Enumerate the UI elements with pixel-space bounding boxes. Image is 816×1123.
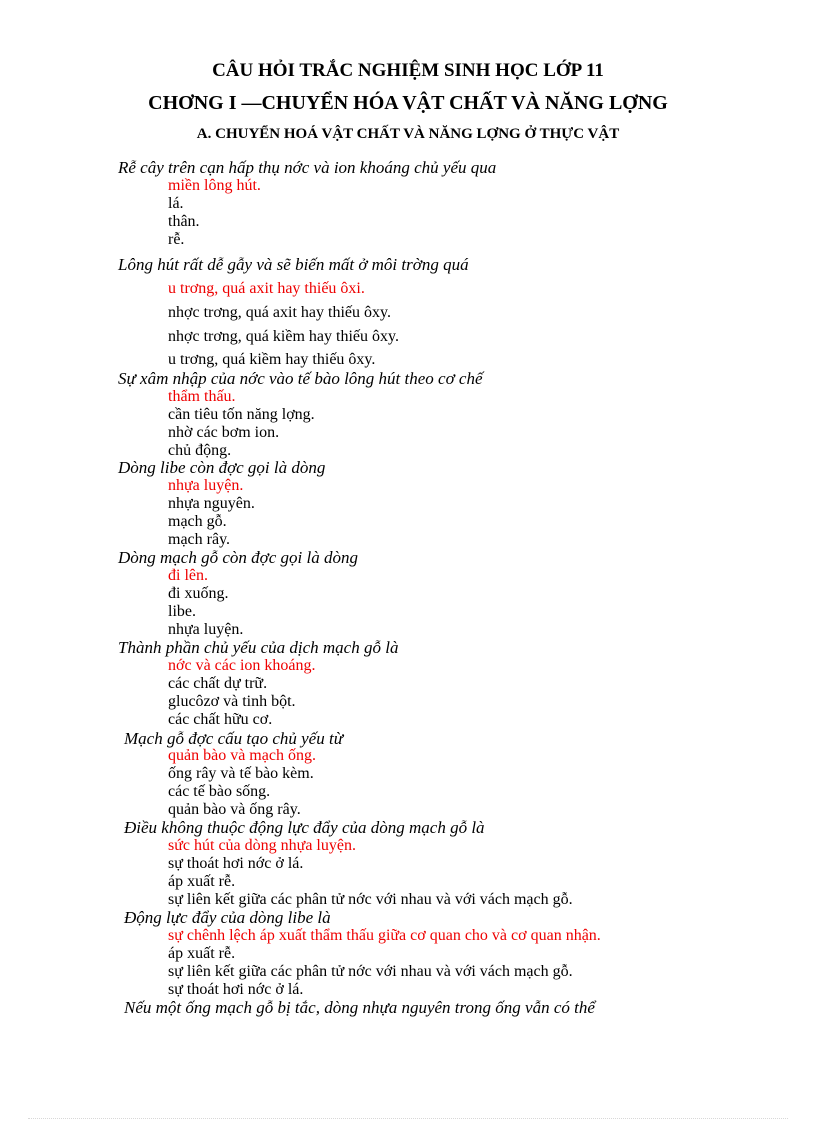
answer-option: áp xuất rễ. — [168, 945, 236, 962]
answer-option-correct: miền lông hút. — [168, 177, 261, 194]
answer-option: lá. — [168, 195, 184, 212]
section-title: A. CHUYỂN HOÁ VẬT CHẤT VÀ NĂNG LỢNG Ở THỰC VẬT — [196, 126, 620, 142]
answer-option: nhờ các bơm ion. — [168, 424, 280, 441]
answer-option-correct: quản bào và mạch ống. — [168, 747, 316, 764]
question-text: Động lực đẩy của dòng libe là — [124, 908, 331, 927]
answer-option: đi xuống. — [168, 585, 229, 602]
question-text: Điều không thuộc động lực đẩy của dòng mạch gỗ là — [124, 818, 485, 837]
answer-option-correct: nhựa luyện. — [168, 477, 244, 494]
answer-option: quản bào và ống rây. — [168, 801, 301, 818]
answer-option: ống rây và tế bào kèm. — [168, 765, 314, 782]
answer-option-correct: thẩm thấu. — [168, 388, 236, 405]
question-text: Rễ cây trên cạn hấp thụ nớc và ion khoáng chủ yếu qua — [118, 158, 497, 177]
answer-option: áp xuất rễ. — [168, 873, 236, 890]
answer-option: sự liên kết giữa các phân tử nớc với nhau và với vách mạch gỗ. — [168, 963, 573, 980]
answer-option: nhựa luyện. — [168, 621, 244, 638]
answer-option-correct: sự chênh lệch áp xuất thẩm thấu giữa cơ quan cho và cơ quan nhận. — [168, 927, 601, 944]
answer-option-correct: sức hút của dòng nhựa luyện. — [168, 837, 356, 854]
answer-option: nhợc trơng, quá axit hay thiếu ôxy. — [168, 304, 391, 321]
answer-option-correct: u trơng, quá axit hay thiếu ôxi. — [168, 280, 365, 297]
answer-option: thân. — [168, 213, 200, 230]
chapter-title: CHƠNG I —CHUYỂN HÓA VẬT CHẤT VÀ NĂNG LỢNG — [148, 92, 668, 114]
answer-option: rễ. — [168, 231, 185, 248]
answer-option: mạch gỗ. — [168, 513, 227, 530]
answer-option: u trơng, quá kiềm hay thiếu ôxy. — [168, 351, 376, 368]
answer-option: các chất dự trữ. — [168, 675, 268, 692]
page-bottom-border — [28, 1118, 788, 1119]
answer-option: chủ động. — [168, 442, 232, 459]
question-text: Sự xâm nhập của nớc vào tế bào lông hút theo cơ chế — [118, 369, 483, 388]
answer-option: sự thoát hơi nớc ở lá. — [168, 855, 304, 872]
question-text: Thành phần chủ yếu của dịch mạch gỗ là — [118, 638, 399, 657]
document-title: CÂU HỎI TRẮC NGHIỆM SINH HỌC LỚP 11 — [212, 60, 604, 81]
answer-option: các tế bào sống. — [168, 783, 271, 800]
question-text: Dòng libe còn đợc gọi là dòng — [118, 458, 326, 477]
question-text: Mạch gỗ đợc cấu tạo chủ yếu từ — [124, 729, 343, 748]
answer-option-correct: đi lên. — [168, 567, 208, 584]
answer-option: cần tiêu tốn năng lợng. — [168, 406, 315, 423]
answer-option: nhợc trơng, quá kiềm hay thiếu ôxy. — [168, 328, 399, 345]
question-text: Nếu một ống mạch gỗ bị tắc, dòng nhựa nguyên trong ống vẫn có thể — [124, 998, 595, 1017]
answer-option: libe. — [168, 603, 196, 620]
answer-option: glucôzơ và tinh bột. — [168, 693, 296, 710]
answer-option-correct: nớc và các ion khoáng. — [168, 657, 316, 674]
question-text: Dòng mạch gỗ còn đợc gọi là dòng — [118, 548, 358, 567]
answer-option: các chất hữu cơ. — [168, 711, 273, 728]
answer-option: nhựa nguyên. — [168, 495, 255, 512]
answer-option: sự liên kết giữa các phân tử nớc với nhau và với vách mạch gỗ. — [168, 891, 573, 908]
question-text: Lông hút rất dễ gẫy và sẽ biến mất ở môi trờng quá — [118, 255, 469, 274]
answer-option: sự thoát hơi nớc ở lá. — [168, 981, 304, 998]
answer-option: mạch rây. — [168, 531, 231, 548]
